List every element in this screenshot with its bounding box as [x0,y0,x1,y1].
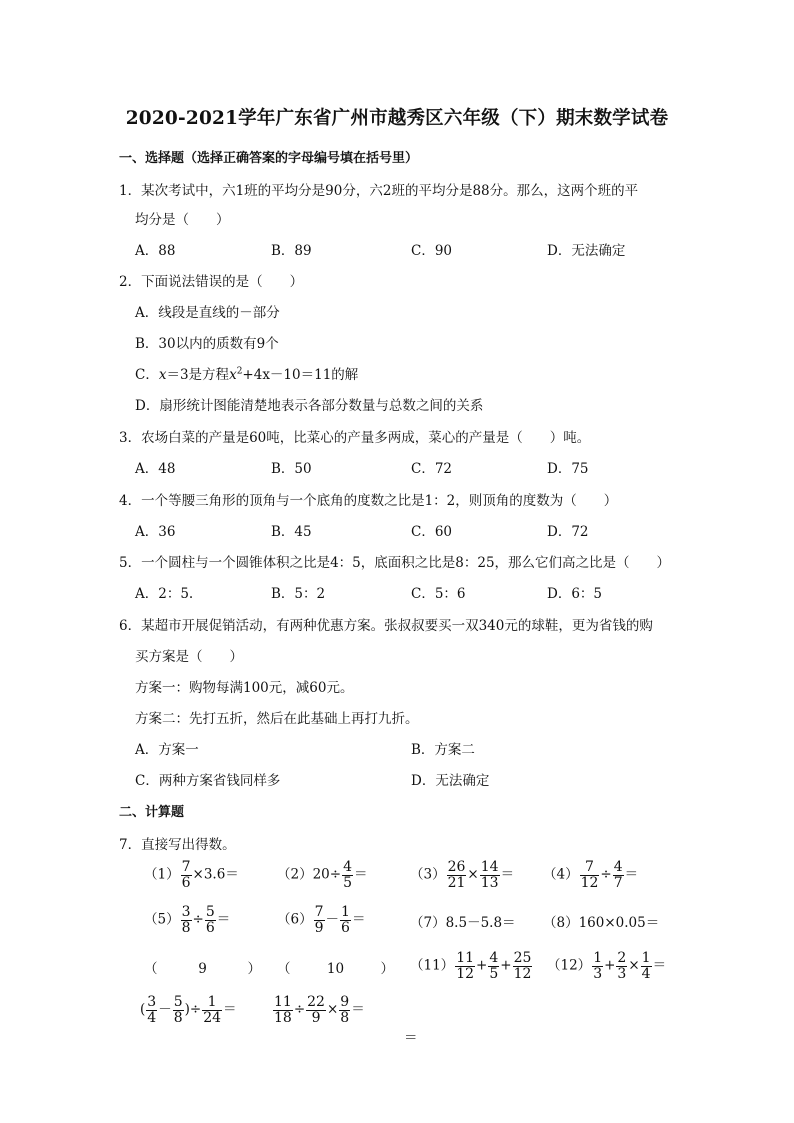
denominator: 6 [181,874,191,891]
question-5-stem: 5．一个圆柱与一个圆锥体积之比是4：5，底面积之比是8：25，那么它们高之比是（ ） [119,555,671,571]
numerator: 1 [593,950,603,966]
calc-8 [543,911,659,931]
q6-option-a[interactable]: A．方案一 [135,742,199,758]
denominator: 12 [456,965,475,982]
numerator: 1 [202,995,222,1011]
calc-4-rest: ＝ [624,866,639,883]
calc-2 [277,860,368,890]
calc-9-number: 9 [198,961,207,977]
paren-close-divide: )÷ [184,1001,202,1018]
denominator: 3 [593,965,603,982]
q2-option-c-var: x [158,367,167,383]
denominator: 4 [641,965,651,982]
paren-close: ） [380,961,394,977]
q4-option-c[interactable]: C．60 [411,524,453,540]
numerator: 4 [343,859,353,875]
question-4-stem: 4．一个等腰三角形的顶角与一个底角的度数之比是1：2，则顶角的度数为（ ） [119,493,618,509]
q1-option-c[interactable]: C．90 [411,243,453,259]
calc-3-fraction-1 [447,860,467,890]
calc-5-fraction-2 [205,905,216,935]
denominator: 5 [343,874,353,891]
numerator: 3 [147,994,157,1010]
question-6-stem: 6．某超市开展促销活动，有两种优惠方案。张叔叔要买一双340元的球鞋，更为省钱的购 [119,618,653,634]
calc-3 [410,860,514,890]
calc-9-fraction-1 [146,995,157,1025]
q3-option-a[interactable]: A．48 [135,461,176,477]
q5-option-d[interactable]: D．6：5 [547,586,603,602]
section-heading-choice: 一、选择题（选择正确答案的字母编号填在括号里） [119,151,419,166]
operator: + [604,957,616,974]
calc-7-text: 8.5－5.8＝ [445,915,516,931]
numerator: 9 [340,994,350,1010]
question-1-stem: 1．某次考试中，六1班的平均分是90分，六2班的平均分是88分。那么，这两个班的平 [119,183,639,199]
denominator: 13 [480,874,499,891]
calc-12-label: （12） [547,957,592,974]
denominator: 6 [205,919,215,936]
q6-plan-2: 方案二：先打五折，然后在此基础上再打九折。 [135,711,419,727]
denominator: 12 [580,874,599,891]
calc-1-label: （1） [144,866,180,883]
calc-10-rest: ＝ [351,1001,365,1018]
calc-3-rest: ＝ [500,866,515,883]
calc-11 [410,951,533,981]
operator: ÷ [293,1001,306,1018]
paren-open: ( [140,1001,146,1018]
numerator: 11 [274,994,292,1010]
numerator: 14 [480,859,499,875]
numerator: 1 [641,950,651,966]
paren-close: ） [247,961,261,977]
numerator: 2 [617,950,627,966]
q2-option-c-sup: 2 [236,366,243,377]
paren-open: （ [277,961,291,977]
calc-3-fraction-2 [480,860,500,890]
q4-option-d[interactable]: D．72 [547,524,589,540]
paren-open: （ [144,961,158,977]
calc-9-expression [140,995,237,1025]
operator: － [158,1001,172,1018]
calc-3-label: （3） [410,866,446,883]
q2-option-b[interactable]: B．30以内的质数有9个 [135,336,279,352]
calc-5-label: （5） [144,911,180,928]
calc-6-rest: ＝ [351,911,366,928]
calc-4-fraction-2 [613,860,624,890]
q5-option-b[interactable]: B．5：2 [271,586,326,602]
q2-option-c-rest: +4x－10＝11的解 [242,367,359,383]
page-title: 2020-2021学年广东省广州市越秀区六年级（下）期末数学试卷 [125,108,669,129]
calc-11-fraction-3 [513,951,533,981]
q3-option-c[interactable]: C．72 [411,461,453,477]
numerator: 3 [181,904,191,920]
question-6-stem-cont: 买方案是（ ） [135,649,243,665]
q6-option-c[interactable]: C．两种方案省钱同样多 [135,773,281,789]
denominator: 5 [489,965,499,982]
denominator: 8 [340,1009,350,1026]
calc-4-label: （4） [543,866,579,883]
calc-4 [543,860,638,890]
denominator: 21 [447,874,466,891]
calc-2-pre: 20÷ [312,866,342,883]
numerator: 4 [489,950,499,966]
numerator: 5 [173,994,183,1010]
calc-10-expression [272,995,365,1025]
numerator: 26 [447,859,466,875]
calc-9-rest: ＝ [223,1001,237,1018]
q5-option-a[interactable]: A．2：5. [135,586,194,602]
denominator: 9 [314,919,324,936]
calc-6-label: （6） [277,911,313,928]
numerator: 7 [314,904,324,920]
question-7-stem: 7．直接写出得数。 [119,837,236,853]
numerator: 5 [205,904,215,920]
q1-option-d[interactable]: D．无法确定 [547,243,626,259]
operator: ÷ [600,866,612,883]
denominator: 3 [617,965,627,982]
calc-6-fraction-1 [314,905,325,935]
operator: + [476,957,488,974]
calc-1 [144,860,239,890]
calc-11-equals: ＝ [404,1030,418,1046]
numerator: 25 [513,950,532,966]
calc-12-rest: ＝ [652,957,667,974]
q3-option-d[interactable]: D．75 [547,461,589,477]
numerator: 7 [181,859,191,875]
calc-5 [144,905,230,935]
calc-4-fraction-1 [580,860,600,890]
calc-10-fraction-2 [306,995,326,1025]
q6-option-b[interactable]: B．方案二 [411,742,475,758]
numerator: 4 [613,859,623,875]
q1-option-b[interactable]: B．89 [271,243,312,259]
q2-option-c[interactable] [135,363,358,383]
calc-6-fraction-2 [340,905,351,935]
denominator: 8 [173,1009,183,1026]
q4-option-a[interactable]: A．36 [135,524,176,540]
q6-option-d[interactable]: D．无法确定 [411,773,490,789]
calc-10-number: 10 [326,961,345,977]
operator: × [628,957,640,974]
q6-plan-1: 方案一：购物每满100元，减60元。 [135,680,354,696]
calc-6 [277,905,365,935]
calc-2-fraction [342,860,353,890]
calc-2-label: （2） [277,866,313,883]
denominator: 8 [181,919,191,936]
denominator: 9 [311,1009,321,1026]
numerator: 11 [456,950,475,966]
question-3-stem: 3．农场白菜的产量是60吨，比菜心的产量多两成，菜心的产量是（ ）吨。 [119,430,591,446]
calc-7-label: （7） [410,915,446,931]
denominator: 7 [613,874,623,891]
denominator: 6 [341,919,350,936]
calc-8-text: 160×0.05＝ [578,915,660,931]
numerator: 22 [307,994,325,1010]
numerator: 7 [580,860,600,876]
q2-option-c-eqvar: x [229,367,237,383]
calc-8-label: （8） [543,915,579,931]
calc-12 [547,951,666,981]
operator: － [325,911,340,928]
q2-option-a[interactable]: A．线段是直线的－部分 [135,305,280,321]
question-1-stem-cont: 均分是（ ） [135,212,230,228]
calc-10-fraction-3 [339,995,350,1025]
numerator: 1 [341,904,350,920]
calc-12-fraction-3 [641,951,652,981]
section-heading-calc: 二、计算题 [119,805,185,820]
denominator: 12 [513,965,532,982]
calc-12-fraction-2 [616,951,627,981]
calc-9-fraction-2 [173,995,184,1025]
calc-5-fraction-1 [181,905,192,935]
q4-option-b[interactable]: B．45 [271,524,312,540]
q3-option-b[interactable]: B．50 [271,461,312,477]
q2-option-d[interactable]: D．扇形统计图能清楚地表示各部分数量与总数之间的关系 [135,398,484,414]
denominator: 4 [147,1009,157,1026]
calc-12-fraction-1 [592,951,603,981]
calc-9-fraction-3 [202,995,222,1025]
q2-option-c-mid: ＝3是方程 [166,367,230,383]
operator: × [467,866,479,883]
calc-11-fraction-1 [455,951,475,981]
calc-7 [410,911,516,931]
q1-option-a[interactable]: A．88 [135,243,176,259]
question-2-stem: 2．下面说法错误的是（ ） [119,274,304,290]
operator: × [326,1001,339,1018]
denominator: 18 [274,1009,292,1026]
q5-option-c[interactable]: C．5：6 [411,586,466,602]
operator: + [500,957,512,974]
calc-5-rest: ＝ [216,911,231,928]
calc-11-fraction-2 [488,951,499,981]
calc-1-rest: ×3.6＝ [192,866,239,883]
calc-2-rest: ＝ [354,866,368,883]
operator: ÷ [192,911,204,928]
denominator: 24 [203,1009,222,1026]
calc-10-label [277,957,401,977]
calc-10-fraction-1 [273,995,293,1025]
calc-9-label [144,957,268,977]
calc-1-fraction [181,860,192,890]
q2-option-c-prefix: C． [135,367,159,383]
calc-11-label: （11） [410,957,455,974]
